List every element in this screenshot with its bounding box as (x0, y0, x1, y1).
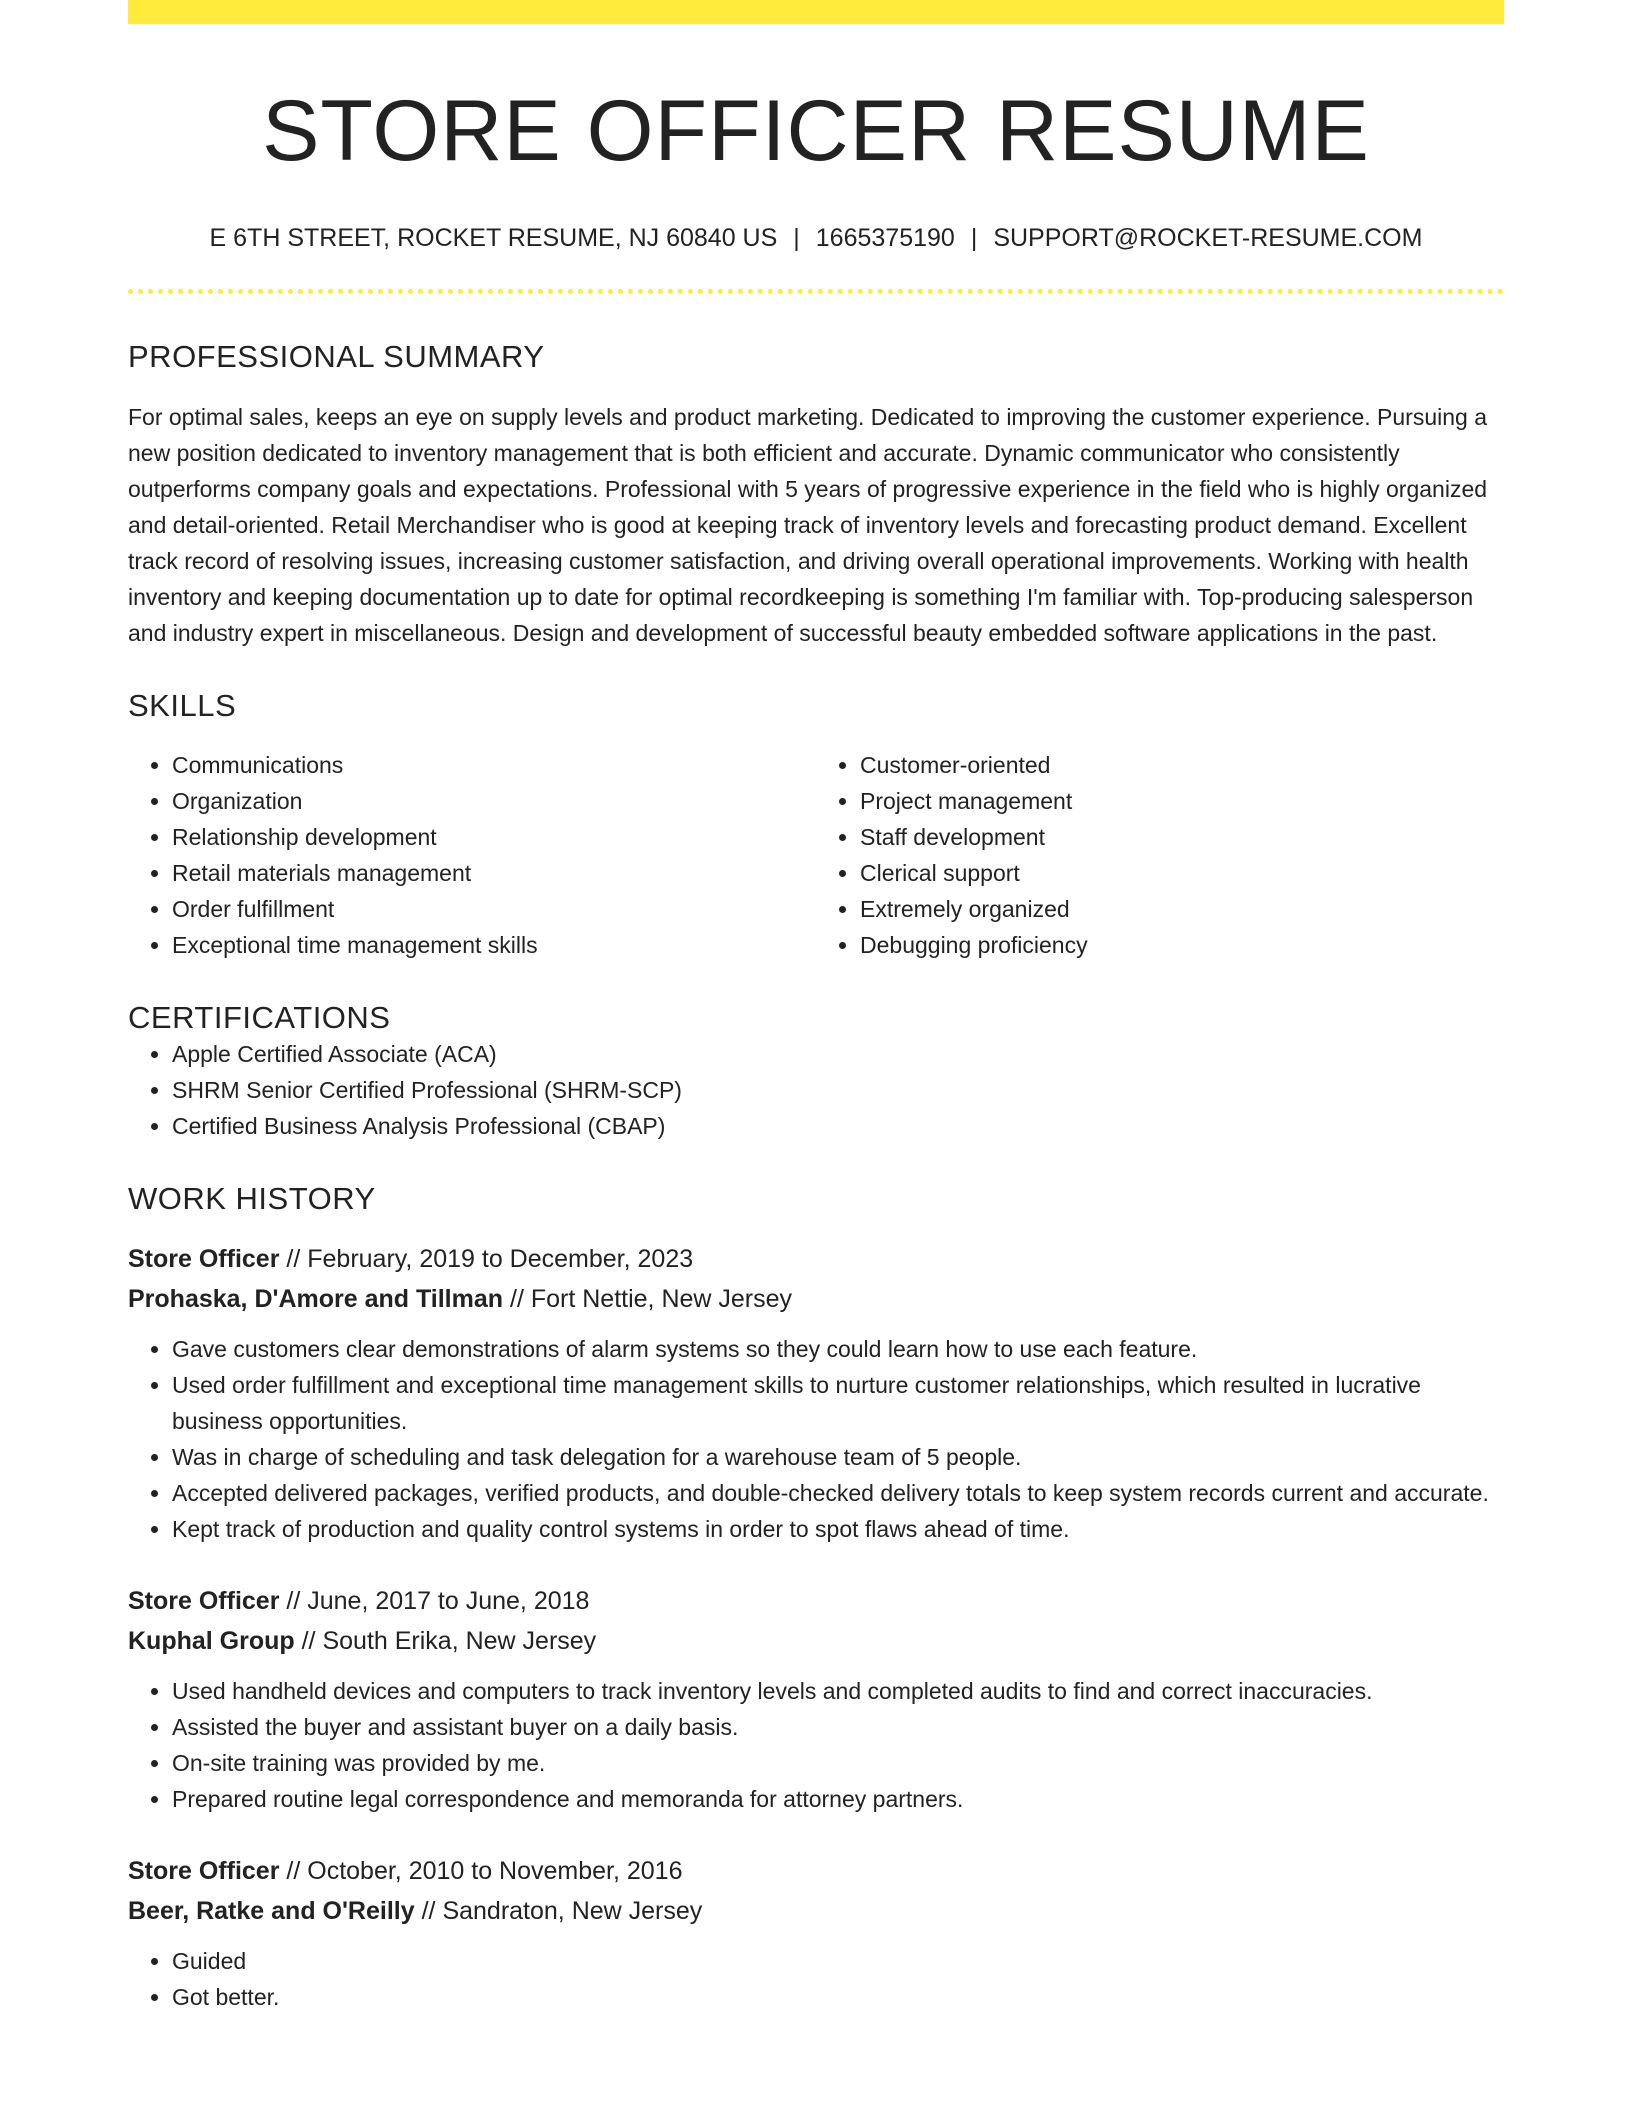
job-location: South Erika, New Jersey (322, 1626, 597, 1655)
job-title: Store Officer (128, 1586, 280, 1615)
summary-heading: PROFESSIONAL SUMMARY (128, 339, 545, 375)
job-separator: // (301, 1626, 316, 1655)
job-dates: October, 2010 to November, 2016 (307, 1856, 683, 1885)
skills-list-left (128, 747, 816, 963)
job-bullet: • On-site training was provided by me. (172, 1745, 1504, 1781)
skill-item: • Debugging proficiency (860, 927, 1504, 963)
job-bullet: • Accepted delivered packages, verified products, and double-checked delivery totals to keep system records current and accurate. (172, 1475, 1504, 1511)
job-separator: // (286, 1244, 301, 1273)
skill-item: • Extremely organized (860, 891, 1504, 927)
job-entry (128, 1239, 1504, 1547)
job-title: Store Officer (128, 1856, 280, 1885)
contact-phone: 1665375190 (815, 224, 955, 253)
resume-title: STORE OFFICER RESUME (262, 83, 1370, 179)
job-title: Store Officer (128, 1244, 280, 1273)
skill-item: • Exceptional time management skills (172, 927, 816, 963)
skills-columns (128, 747, 1504, 963)
job-company: Kuphal Group (128, 1626, 295, 1655)
certifications-heading: CERTIFICATIONS (128, 999, 391, 1035)
skill-item: • Clerical support (860, 855, 1504, 891)
job-company-line (128, 1891, 1504, 1931)
job-location: Fort Nettie, New Jersey (530, 1284, 793, 1313)
skill-item: • Customer-oriented (860, 747, 1504, 783)
resume-page (128, 0, 1504, 2015)
job-company-line (128, 1621, 1504, 1661)
skills-list-right (816, 747, 1504, 963)
summary-text: For optimal sales, keeps an eye on supply levels and product marketing. Dedicated to improving the customer experience. Pursuing a new position dedicated to inventory management that is both efficient and accurate. Dynamic communicator who consistently outperforms company goals and expectations. Professional with 5 years of progressive experience in the field who is highly organized and detail-oriented. Retail Merchandiser who is good at keeping track of inventory levels and forecasting product demand. Excellent track record of resolving issues, increasing customer satisfaction, and driving overall operational improvements. Working with health inventory and keeping documentation up to date for optimal recordkeeping is something I'm familiar with. Top-producing salesperson and industry expert in miscellaneous. Design and development of successful beauty embedded software applications in the past. (128, 404, 1488, 647)
work-history-heading: WORK HISTORY (128, 1180, 376, 1216)
job-title-line (128, 1851, 1504, 1891)
job-separator: // (286, 1856, 301, 1885)
job-entry (128, 1851, 1504, 2015)
skill-item: • Retail materials management (172, 855, 816, 891)
job-location: Sandraton, New Jersey (442, 1896, 703, 1925)
certification-item: • Certified Business Analysis Professional (CBAP) (172, 1108, 1504, 1144)
job-bullets (128, 1943, 1504, 2015)
contact-separator: | (970, 224, 978, 253)
contact-email: SUPPORT@ROCKET-RESUME.COM (993, 224, 1423, 253)
accent-top-bar (128, 0, 1504, 24)
job-bullet: • Prepared routine legal correspondence and memoranda for attorney partners. (172, 1781, 1504, 1817)
skill-item: • Organization (172, 783, 816, 819)
skill-item: • Project management (860, 783, 1504, 819)
dotted-divider (128, 289, 1504, 294)
job-separator: // (421, 1896, 436, 1925)
job-dates: February, 2019 to December, 2023 (307, 1244, 694, 1273)
job-bullets (128, 1331, 1504, 1547)
skill-item: • Communications (172, 747, 816, 783)
contact-address: E 6TH STREET, ROCKET RESUME, NJ 60840 US (209, 224, 778, 253)
job-bullets (128, 1673, 1504, 1817)
job-bullet: • Assisted the buyer and assistant buyer on a daily basis. (172, 1709, 1504, 1745)
job-company: Prohaska, D'Amore and Tillman (128, 1284, 504, 1313)
contact-line (128, 223, 1504, 253)
job-separator: // (286, 1586, 301, 1615)
job-bullet: • Used handheld devices and computers to track inventory levels and completed audits to find and correct inaccuracies. (172, 1673, 1504, 1709)
job-title-line (128, 1581, 1504, 1621)
job-bullet: • Got better. (172, 1979, 1504, 2015)
job-company-line (128, 1279, 1504, 1319)
job-bullet: • Gave customers clear demonstrations of alarm systems so they could learn how to use each feature. (172, 1331, 1504, 1367)
job-entry (128, 1581, 1504, 1817)
certifications-list (128, 1036, 1504, 1144)
skill-item: • Staff development (860, 819, 1504, 855)
skill-item: • Order fulfillment (172, 891, 816, 927)
certification-item: • SHRM Senior Certified Professional (SHRM-SCP) (172, 1072, 1504, 1108)
skills-heading: SKILLS (128, 688, 237, 724)
job-company: Beer, Ratke and O'Reilly (128, 1896, 415, 1925)
job-title-line (128, 1239, 1504, 1279)
skill-item: • Relationship development (172, 819, 816, 855)
job-dates: June, 2017 to June, 2018 (307, 1586, 590, 1615)
job-bullet: • Guided (172, 1943, 1504, 1979)
job-bullet: • Used order fulfillment and exceptional time management skills to nurture customer relationships, which resulted in lucrative business opportunities. (172, 1367, 1504, 1439)
job-separator: // (510, 1284, 524, 1313)
job-bullet: • Was in charge of scheduling and task delegation for a warehouse team of 5 people. (172, 1439, 1504, 1475)
contact-separator: | (793, 224, 800, 253)
certification-item: • Apple Certified Associate (ACA) (172, 1036, 1504, 1072)
job-bullet: • Kept track of production and quality control systems in order to spot flaws ahead of time. (172, 1511, 1504, 1547)
